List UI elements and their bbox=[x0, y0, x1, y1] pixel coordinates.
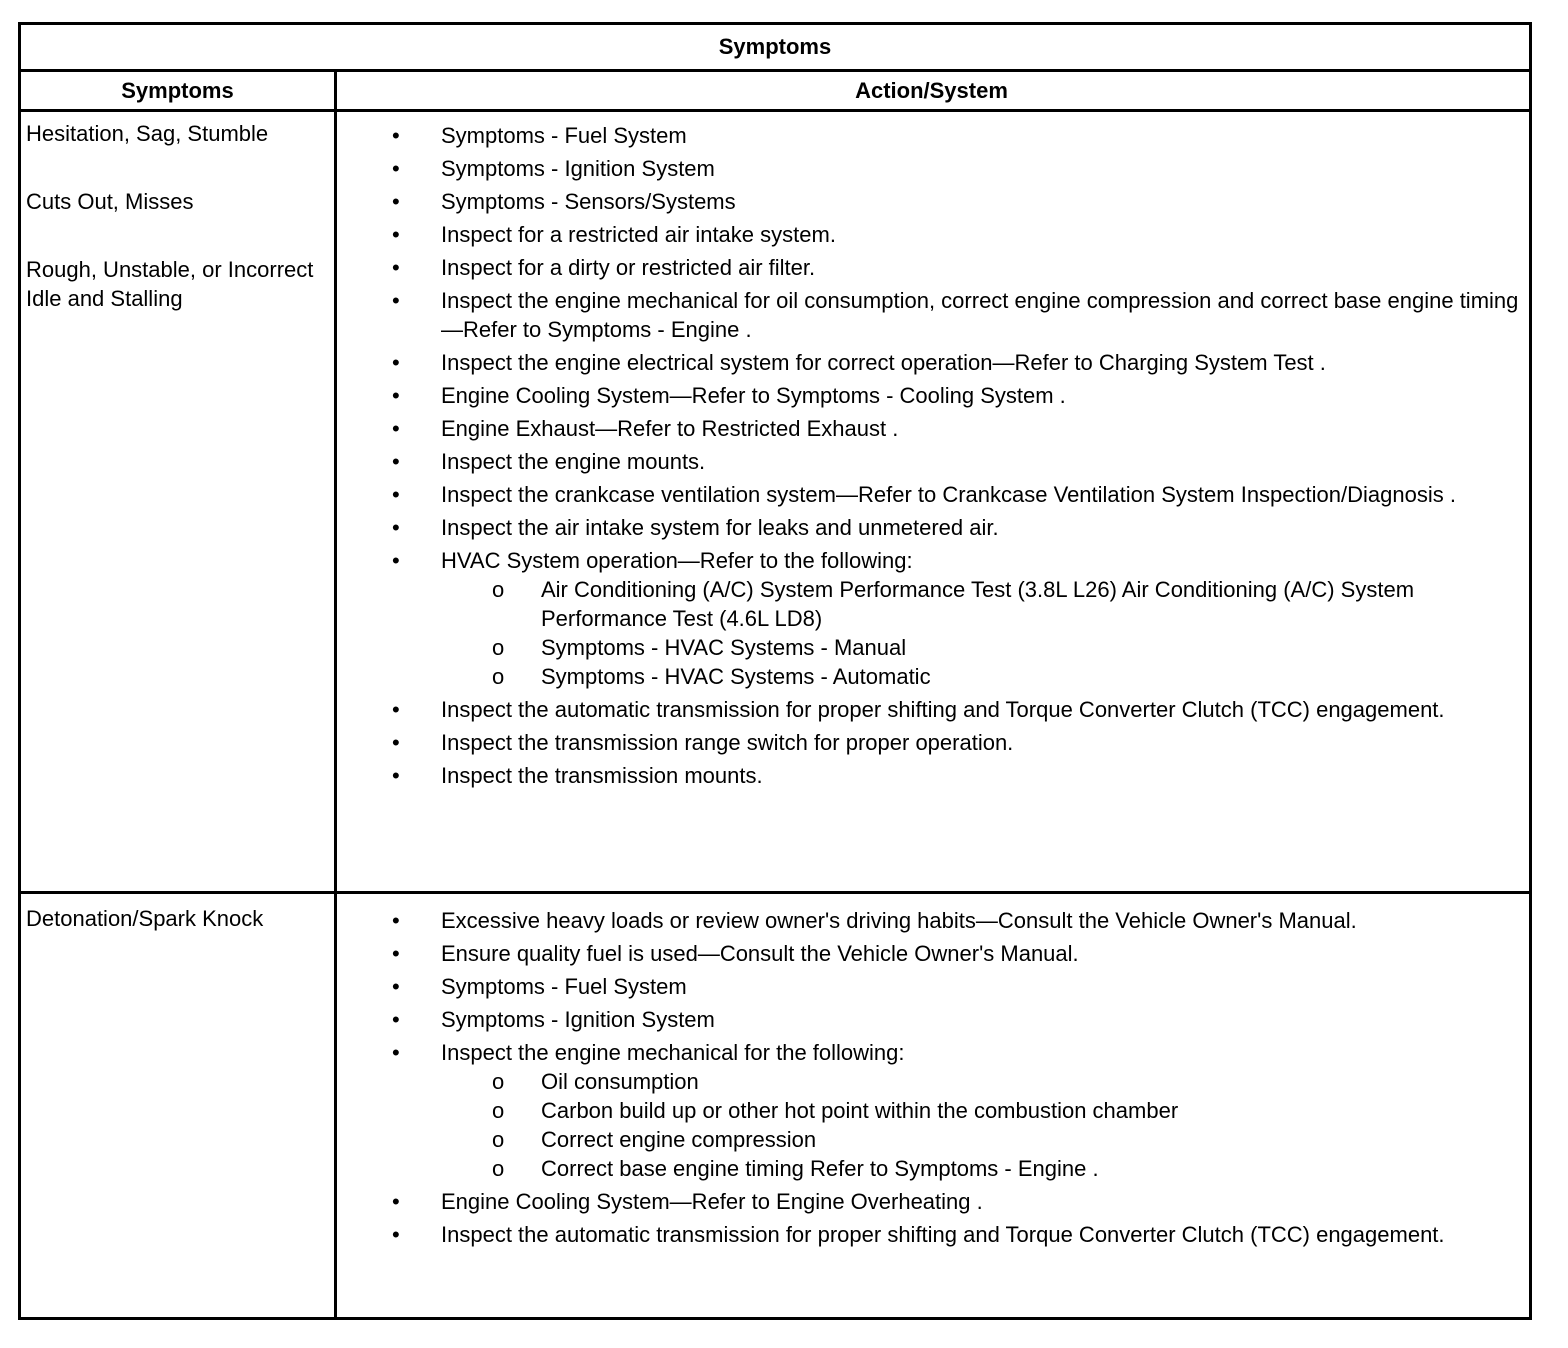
symptom-text: Hesitation, Sag, Stumble bbox=[26, 121, 269, 146]
action-text: Engine Exhaust—Refer to Restricted Exhaust . bbox=[441, 416, 899, 441]
list-item bbox=[392, 695, 1519, 724]
action-text: Inspect for a dirty or restricted air filter. bbox=[441, 255, 816, 280]
list-item bbox=[392, 1005, 1519, 1034]
symptom-text: Detonation/Spark Knock bbox=[26, 906, 264, 931]
circle-bullet-icon: o bbox=[492, 664, 505, 689]
bullet-icon: • bbox=[392, 515, 400, 540]
action-text: Symptoms - Ignition System bbox=[441, 156, 715, 181]
bullet-icon: • bbox=[392, 482, 400, 507]
symptoms-cell bbox=[26, 119, 326, 352]
circle-bullet-icon: o bbox=[492, 1127, 505, 1152]
sub-action-text: Air Conditioning (A/C) System Performance Test (3.8L L26) Air Conditioning (A/C) System Performance Test (4.6L LD8) bbox=[541, 577, 1415, 631]
bullet-icon: • bbox=[392, 1040, 400, 1065]
bullet-icon: • bbox=[392, 941, 400, 966]
list-item bbox=[392, 480, 1519, 509]
action-text: Excessive heavy loads or review owner's driving habits—Consult the Vehicle Owner's Manual. bbox=[441, 908, 1357, 933]
column-divider bbox=[334, 72, 337, 1317]
sub-action-text: Correct engine compression bbox=[541, 1127, 817, 1152]
action-text: Inspect the transmission mounts. bbox=[441, 763, 763, 788]
table-row bbox=[21, 109, 1529, 894]
sub-action-text: Correct base engine timing Refer to Symptoms - Engine . bbox=[541, 1156, 1099, 1181]
bullet-icon: • bbox=[392, 1189, 400, 1214]
sub-action-text: Carbon build up or other hot point within the combustion chamber bbox=[541, 1098, 1179, 1123]
list-item bbox=[392, 513, 1519, 542]
header-symptoms: Symptoms bbox=[21, 72, 334, 112]
table-row bbox=[21, 894, 1529, 1317]
circle-bullet-icon: o bbox=[492, 1069, 505, 1094]
list-item bbox=[392, 1038, 1519, 1183]
circle-bullet-icon: o bbox=[492, 577, 505, 602]
bullet-icon: • bbox=[392, 350, 400, 375]
action-text: Inspect the automatic transmission for proper shifting and Torque Converter Clutch (TCC) engagement. bbox=[441, 697, 1445, 722]
bullet-icon: • bbox=[392, 548, 400, 573]
bullet-icon: • bbox=[392, 449, 400, 474]
action-text: Inspect for a restricted air intake system. bbox=[441, 222, 836, 247]
bullet-icon: • bbox=[392, 189, 400, 214]
action-text: Engine Cooling System—Refer to Symptoms - Cooling System . bbox=[441, 383, 1066, 408]
list-item bbox=[392, 348, 1519, 377]
bullet-icon: • bbox=[392, 383, 400, 408]
action-text: Inspect the engine mechanical for oil consumption, correct engine compression and correct base engine timing—Refer to Symptoms - Engine . bbox=[441, 288, 1519, 342]
circle-bullet-icon: o bbox=[492, 635, 505, 660]
symptom-text: Cuts Out, Misses bbox=[26, 189, 194, 214]
action-text: Ensure quality fuel is used—Consult the Vehicle Owner's Manual. bbox=[441, 941, 1079, 966]
list-item bbox=[392, 253, 1519, 282]
action-text: Symptoms - Fuel System bbox=[441, 123, 687, 148]
list-item bbox=[392, 1187, 1519, 1216]
bullet-icon: • bbox=[392, 416, 400, 441]
action-text: Inspect the engine mounts. bbox=[441, 449, 706, 474]
action-cell bbox=[392, 121, 1519, 794]
bullet-icon: • bbox=[392, 730, 400, 755]
bullet-icon: • bbox=[392, 123, 400, 148]
list-item bbox=[392, 546, 1519, 691]
list-item bbox=[392, 761, 1519, 790]
action-text: Inspect the engine mechanical for the following: bbox=[441, 1040, 905, 1065]
sub-list-item bbox=[492, 662, 1519, 691]
list-item bbox=[392, 939, 1519, 968]
sub-list bbox=[492, 575, 1519, 691]
list-item bbox=[392, 220, 1519, 249]
bullet-icon: • bbox=[392, 222, 400, 247]
sub-list-item bbox=[492, 1125, 1519, 1154]
action-text: Engine Cooling System—Refer to Engine Overheating . bbox=[441, 1189, 983, 1214]
sub-list bbox=[492, 1067, 1519, 1183]
bullet-icon: • bbox=[392, 1222, 400, 1247]
action-text: Symptoms - Sensors/Systems bbox=[441, 189, 736, 214]
symptoms-cell bbox=[26, 904, 326, 972]
bullet-icon: • bbox=[392, 697, 400, 722]
list-item bbox=[392, 1220, 1519, 1249]
action-text: Symptoms - Fuel System bbox=[441, 974, 687, 999]
list-item bbox=[392, 906, 1519, 935]
symptoms-table bbox=[18, 22, 1532, 1320]
sub-action-text: Symptoms - HVAC Systems - Manual bbox=[541, 635, 907, 660]
bullet-icon: • bbox=[392, 974, 400, 999]
symptom-text: Rough, Unstable, or Incorrect Idle and Stalling bbox=[26, 257, 314, 311]
list-item bbox=[392, 121, 1519, 150]
sub-list-item bbox=[492, 1154, 1519, 1183]
circle-bullet-icon: o bbox=[492, 1098, 505, 1123]
list-item bbox=[392, 447, 1519, 476]
bullet-icon: • bbox=[392, 156, 400, 181]
action-text: Symptoms - Ignition System bbox=[441, 1007, 715, 1032]
list-item bbox=[392, 728, 1519, 757]
action-text: Inspect the transmission range switch for proper operation. bbox=[441, 730, 1014, 755]
action-text: Inspect the crankcase ventilation system—Refer to Crankcase Ventilation System Inspection/Diagnosis . bbox=[441, 482, 1456, 507]
action-text: Inspect the engine electrical system for correct operation—Refer to Charging System Test . bbox=[441, 350, 1326, 375]
list-item bbox=[392, 187, 1519, 216]
list-item bbox=[392, 154, 1519, 183]
sub-list-item bbox=[492, 1096, 1519, 1125]
bullet-icon: • bbox=[392, 908, 400, 933]
bullet-icon: • bbox=[392, 288, 400, 313]
list-item bbox=[392, 286, 1519, 344]
sub-list-item bbox=[492, 1067, 1519, 1096]
list-item bbox=[392, 414, 1519, 443]
sub-list-item bbox=[492, 633, 1519, 662]
action-cell bbox=[392, 906, 1519, 1253]
bullet-icon: • bbox=[392, 255, 400, 280]
circle-bullet-icon: o bbox=[492, 1156, 505, 1181]
header-action-system: Action/System bbox=[334, 72, 1529, 112]
list-item bbox=[392, 381, 1519, 410]
sub-list-item bbox=[492, 575, 1519, 633]
table-title: Symptoms bbox=[21, 25, 1529, 72]
sub-action-text: Oil consumption bbox=[541, 1069, 699, 1094]
action-text: Inspect the automatic transmission for proper shifting and Torque Converter Clutch (TCC) engagement. bbox=[441, 1222, 1445, 1247]
action-text: HVAC System operation—Refer to the following: bbox=[441, 548, 913, 573]
list-item bbox=[392, 972, 1519, 1001]
bullet-icon: • bbox=[392, 1007, 400, 1032]
action-text: Inspect the air intake system for leaks and unmetered air. bbox=[441, 515, 999, 540]
sub-action-text: Symptoms - HVAC Systems - Automatic bbox=[541, 664, 931, 689]
bullet-icon: • bbox=[392, 763, 400, 788]
